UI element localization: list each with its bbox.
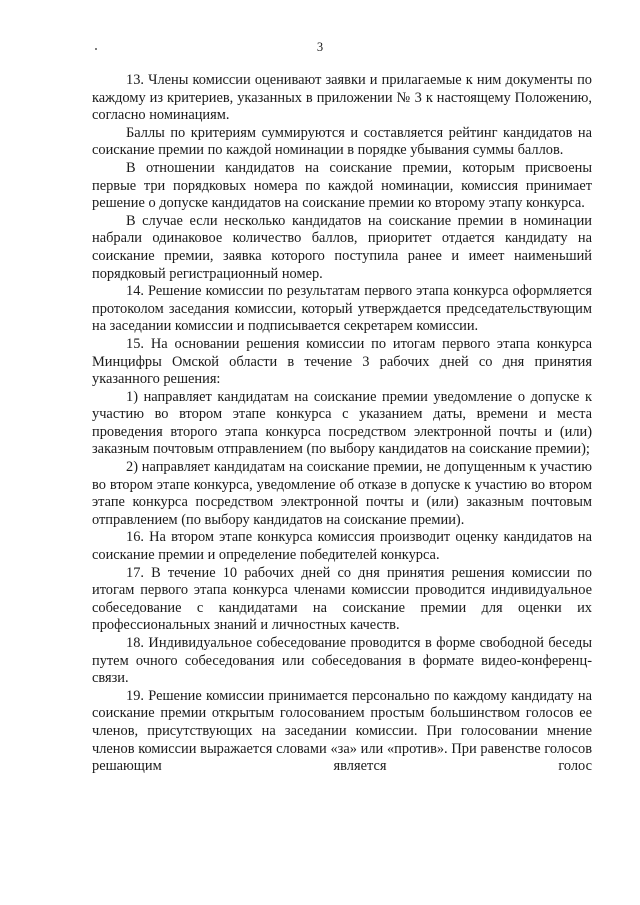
page-number: 3	[316, 40, 324, 54]
paragraph-17: 17. В течение 10 рабочих дней со дня принятия решения комиссии по итогам первого этапа конкурса членами комиссии проводится индивидуальное собеседование с кандидатами на соискание премии для оценки их профессиональных знаний и личностных качеств.	[92, 564, 592, 634]
paragraph-18: 18. Индивидуальное собеседование проводится в форме свободной беседы путем очного собеседования или собеседования в формате видео-конференц-связи.	[92, 635, 592, 687]
paragraph-19: 19. Решение комиссии принимается персонально по каждому кандидату на соискание премии открытым голосованием простым большинством голосов ее членов, присутствующих на заседании комиссии. При голосовании мнение членов комиссии выражается словами «за» или «против». При равенстве голосов решающим является голос	[92, 687, 592, 775]
paragraph-13: 13. Члены комиссии оценивают заявки и прилагаемые к ним документы по каждому из критериев, указанных в приложении № 3 к настоящему Положению, согласно номинациям.	[92, 72, 592, 124]
paragraph-15-item-2: 2) направляет кандидатам на соискание премии, не допущенным к участию во втором этапе конкурса, уведомление об отказе в допуске к участию во втором этапе конкурса посредством электронной почты и (или) заказным почтовым отправлением (по выбору кандидатов на соискание премии).	[92, 459, 592, 528]
paragraph-top-three: В отношении кандидатов на соискание премии, которым присвоены первые три порядковых номера по каждой номинации, комиссия принимает решение о допуске кандидатов на соискание премии ко второму этапу конкурса.	[92, 159, 592, 212]
paragraph-14: 14. Решение комиссии по результатам первого этапа конкурса оформляется протоколом заседания комиссии, который утверждается председательствующим на заседании комиссии и подписывается секретарем комиссии.	[92, 283, 592, 335]
paragraph-scores: Баллы по критериям суммируются и составляется рейтинг кандидатов на соискание премии по каждой номинации в порядке убывания суммы баллов.	[92, 124, 592, 159]
paragraph-15-item-1: 1) направляет кандидатам на соискание премии уведомление о допуске к участию во втором этапе конкурса с указанием даты, времени и места проведения второго этапа конкурса посредством электронной почты и (или) заказным почтовым отправлением (по выбору кандидатов на соискание премии);	[92, 388, 592, 458]
paragraph-15: 15. На основании решения комиссии по итогам первого этапа конкурса Минцифры Омской области в течение 3 рабочих дней со дня принятия указанного решения:	[92, 335, 592, 388]
document-body	[92, 72, 592, 776]
paragraph-equal-scores: В случае если несколько кандидатов на соискание премии в номинации набрали одинаковое количество баллов, приоритет отдается кандидату на соискание премии, заявка которого поступила ранее и имеет наименьший порядковый регистрационный номер.	[92, 212, 592, 282]
paragraph-16: 16. На втором этапе конкурса комиссия производит оценку кандидатов на соискание премии и определение победителей конкурса.	[92, 529, 592, 564]
